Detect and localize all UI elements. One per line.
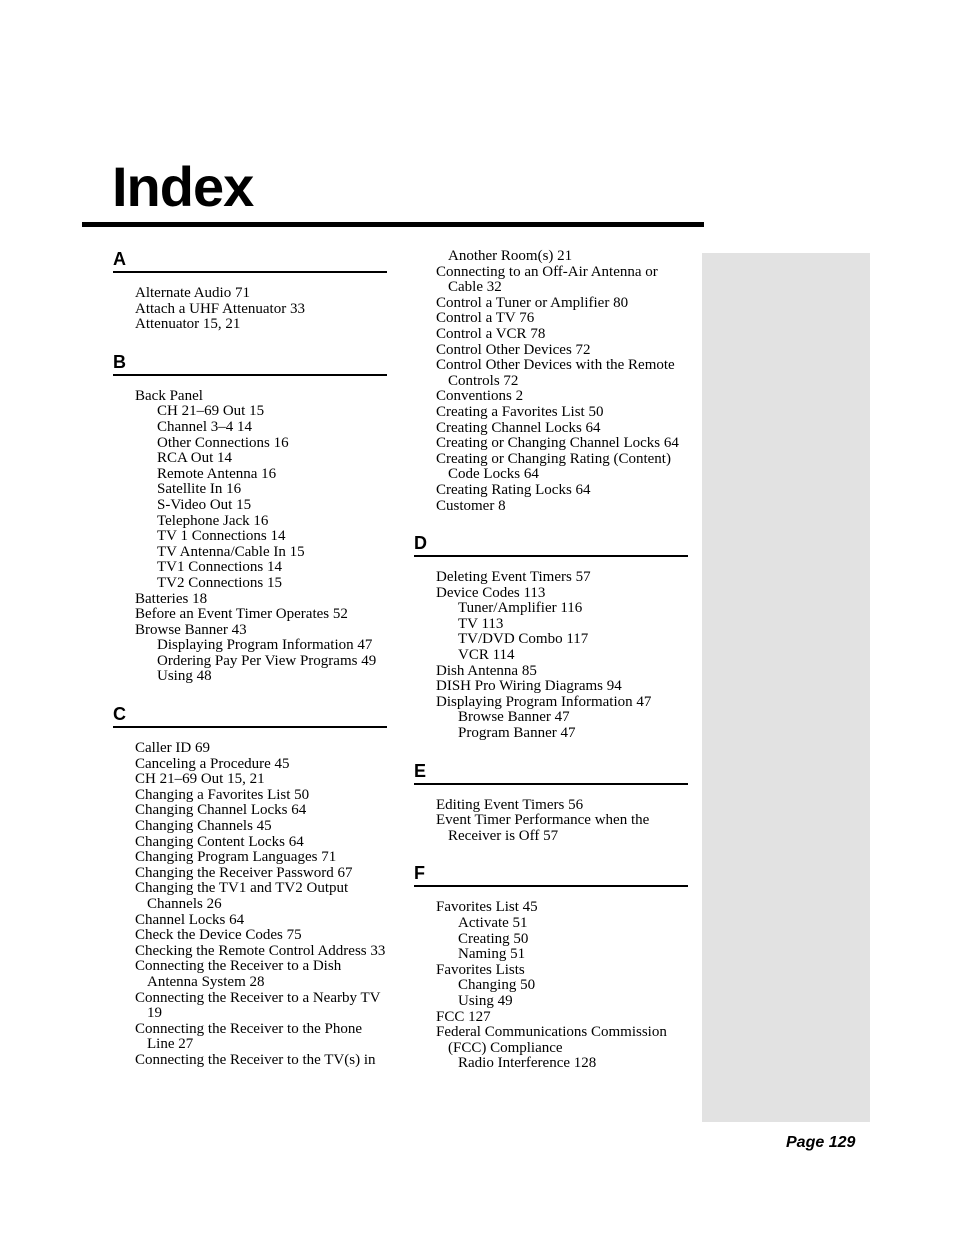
index-entry: Creating Rating Locks 64	[436, 481, 591, 498]
index-entry: Creating or Changing Rating (Content) Code Locks 64	[436, 450, 671, 483]
index-entry: Connecting the Receiver to the Phone Line 27	[135, 1020, 363, 1053]
section-rule	[113, 374, 387, 376]
index-subentry: Activate 51	[458, 915, 528, 931]
index-entry: Displaying Program Information 47	[436, 693, 652, 710]
index-entry: Check the Device Codes 75	[135, 927, 302, 944]
margin-sidebar	[702, 253, 870, 1122]
section-rule	[414, 783, 688, 785]
index-entry: DISH Pro Wiring Diagrams 94	[436, 678, 622, 695]
index-subentry: Program Banner 47	[458, 725, 576, 742]
index-subentry: TV Antenna/Cable In 15	[157, 543, 305, 560]
index-subentry: Ordering Pay Per View Programs 49	[157, 652, 377, 669]
index-subentry: Creating 50	[458, 930, 529, 947]
index-entry: Changing Content Locks 64	[135, 833, 304, 850]
index-entry: CH 21–69 Out 15, 21	[135, 771, 265, 788]
index-entry: Connecting to an Off-Air Antenna or Cable 32	[436, 263, 658, 296]
index-entry: Federal Communications Commission (FCC) Compliance	[436, 1024, 667, 1056]
section-rule	[113, 726, 387, 728]
index-entry: Attach a UHF Attenuator 33	[135, 300, 305, 317]
index-subentry: Browse Banner 47	[458, 709, 570, 726]
index-entry: Control a TV 76	[436, 310, 535, 327]
index-entry: Favorites Lists	[436, 961, 525, 978]
section-gap	[414, 742, 688, 761]
section-letter: E	[414, 760, 427, 781]
section-rule	[414, 885, 688, 887]
index-entry: Connecting the Receiver to a Nearby TV 19	[135, 989, 381, 1022]
index-entry: Connecting the Receiver to the TV(s) in	[135, 1051, 376, 1068]
index-entry: Before an Event Timer Operates 52	[135, 606, 348, 623]
index-subentry: Using 48	[157, 668, 212, 685]
index-subentry: TV2 Connections 15	[157, 574, 282, 591]
index-subentry: Changing 50	[458, 977, 536, 994]
index-subentry: Naming 51	[458, 946, 526, 963]
index-subentry: Radio Interference 128	[458, 1055, 597, 1072]
index-entry: Favorites List 45	[436, 899, 538, 916]
index-section	[113, 352, 387, 685]
index-entry: Changing a Favorites List 50	[135, 786, 310, 803]
index-entry: Creating or Changing Channel Locks 64	[436, 435, 679, 452]
section-rule	[113, 271, 387, 273]
index-subentry: TV/DVD Combo 117	[458, 631, 589, 648]
index-entry: Deleting Event Timers 57	[436, 569, 591, 586]
index-subentry: TV 113	[458, 615, 504, 632]
index-subentry: Telephone Jack 16	[157, 512, 269, 529]
section-gap	[113, 685, 387, 704]
index-entry: Changing Program Languages 71	[135, 849, 337, 866]
index-section	[113, 249, 387, 333]
index-entry: Alternate Audio 71	[135, 285, 250, 301]
index-entry: Changing the TV1 and TV2 Output Channels 26	[135, 880, 349, 912]
index-subentry: TV1 Connections 14	[157, 559, 282, 576]
index-column-left	[113, 249, 387, 1069]
index-subentry: Channel 3–4 14	[157, 418, 252, 435]
index-section	[113, 704, 387, 1068]
index-section	[414, 249, 688, 514]
index-entry: Conventions 2	[436, 388, 524, 405]
index-subentry: TV 1 Connections 14	[157, 528, 286, 545]
index-section	[414, 533, 688, 742]
index-entry: Back Panel	[135, 387, 203, 404]
title-rule	[82, 222, 704, 227]
section-gap	[414, 514, 688, 533]
index-entry: Caller ID 69	[135, 740, 210, 757]
index-entry: Attenuator 15, 21	[135, 316, 241, 333]
index-entry: Control Other Devices with the Remote Controls 72	[436, 357, 675, 389]
section-letter: D	[414, 533, 427, 554]
index-entry: FCC 127	[436, 1008, 491, 1025]
index-entry: Browse Banner 43	[135, 621, 247, 638]
index-entry: Changing Channels 45	[135, 818, 272, 835]
index-entry: Channel Locks 64	[135, 911, 245, 928]
index-entry: Checking the Remote Control Address 33	[135, 942, 386, 959]
section-letter: B	[113, 351, 126, 372]
section-gap	[113, 333, 387, 352]
index-subentry: Remote Antenna 16	[157, 465, 277, 482]
section-rule	[414, 555, 688, 557]
section-gap	[414, 844, 688, 863]
index-entry: Creating Channel Locks 64	[436, 419, 601, 436]
index-entry: Event Timer Performance when the Receiver is Off 57	[436, 812, 650, 844]
index-subentry: S-Video Out 15	[157, 496, 252, 513]
index-entry: Control a VCR 78	[436, 325, 546, 342]
index-entry: Changing the Receiver Password 67	[135, 864, 353, 881]
index-column-middle	[414, 249, 688, 1072]
index-subentry: Displaying Program Information 47	[157, 637, 373, 654]
index-subentry: CH 21–69 Out 15	[157, 403, 265, 420]
index-entry: Control Other Devices 72	[436, 341, 591, 358]
index-subentry: Using 49	[458, 992, 513, 1009]
index-subentry: Satellite In 16	[157, 481, 242, 498]
index-entry: Control a Tuner or Amplifier 80	[436, 294, 629, 311]
index-section	[414, 761, 688, 845]
index-entry: Dish Antenna 85	[436, 662, 537, 679]
index-subentry: Other Connections 16	[157, 434, 289, 451]
index-subentry: Tuner/Amplifier 116	[458, 600, 583, 617]
page-number: Page 129	[786, 1134, 856, 1151]
index-entry: Editing Event Timers 56	[436, 796, 584, 813]
index-entry: Creating a Favorites List 50	[436, 403, 604, 420]
index-entry: Another Room(s) 21	[448, 248, 573, 264]
index-entry: Device Codes 113	[436, 584, 546, 601]
section-letter: A	[113, 249, 126, 269]
index-subentry: VCR 114	[458, 647, 515, 664]
index-entry: Connecting the Receiver to a Dish Antenna System 28	[135, 958, 342, 990]
index-entry: Customer 8	[436, 497, 506, 514]
section-letter: F	[414, 863, 425, 884]
page-title: Index	[112, 155, 254, 218]
index-entry: Canceling a Procedure 45	[135, 755, 290, 772]
index-section	[414, 863, 688, 1072]
index-entry: Changing Channel Locks 64	[135, 802, 307, 819]
index-entry: Batteries 18	[135, 590, 208, 607]
index-subentry: RCA Out 14	[157, 450, 233, 467]
section-letter: C	[113, 704, 126, 725]
